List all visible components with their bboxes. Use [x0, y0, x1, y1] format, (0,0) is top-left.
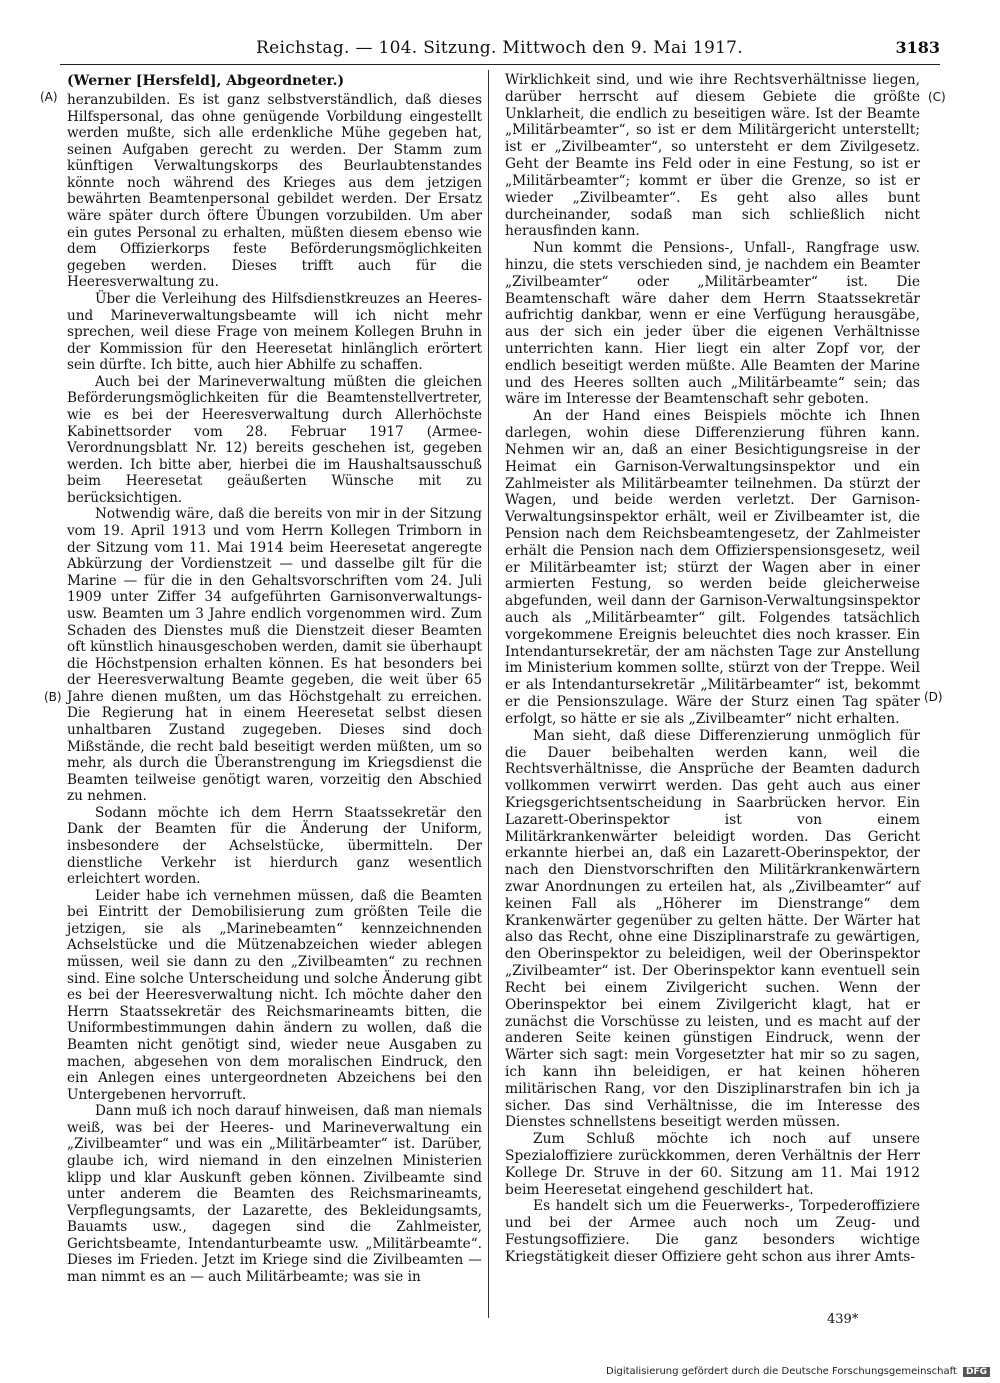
- paragraph: Nun kommt die Pensions-, Unfall-, Rangfrage usw. hinzu, die stets verschieden sind, je nachdem ein Beamter „Zivilbeamter“ oder „Militärbeamter“ ist. Die Beamtenschaft wäre daher dem Herrn Staatssekretär aufrichtig dankbar, wenn er eine Verfügung herausgäbe, aus der sich ein jeder über die eigenen Verhältnisse unterrichten kann. Hier liegt ein alter Zopf vor, der endlich beseitigt werden müßte. Alle Beamten der Marine und des Heeres sollten auch „Militärbeamte“ sein; das wäre im Interesse der Beamtenschaft sehr geboten.: [505, 240, 920, 408]
- margin-marker-d: (D): [924, 690, 943, 704]
- margin-marker-c: (C): [928, 90, 946, 104]
- column-divider: [488, 70, 489, 1318]
- header-title: Reichstag. — 104. Sitzung. Mittwoch den 9. Mai 1917.: [256, 38, 744, 58]
- paragraph: Über die Verleihung des Hilfsdienstkreuzes an Heeres- und Marineverwaltungsbeamte will ich nicht mehr sprechen, weil diese Frage von meinem Kollegen Bruhn in der Kommission für den Heeresetat hinlänglich erörtert sein dürfte. Ich bitte, auch hier Abhilfe zu schaffen.: [67, 290, 482, 374]
- right-column: [505, 72, 920, 1266]
- digitization-footer: [606, 1366, 990, 1377]
- paragraph: heranzubilden. Es ist ganz selbstverständlich, daß dieses Hilfspersonal, das ohne genügende Vorbildung eingestellt werden mußte, sich alle erdenkliche Mühe gegeben hat, seinen Aufgaben gerecht zu werden. Der Stamm zum künftigen Verwaltungskorps des Beurlaubtenstandes könnte noch während des Krieges aus dem jetzigen bewährten Beamtenpersonal gebildet werden. Der Ersatz wäre später durch öftere Übungen vorzubilden. Um aber ein gutes Personal zu erhalten, müßten diesem ebenso wie dem Offizierkorps feste Beförderungsmöglichkeiten gegeben werden. Dieses trifft auch für die Heeresverwaltung zu.: [67, 92, 482, 291]
- page-number: 3183: [895, 38, 940, 57]
- paragraph: Dann muß ich noch darauf hinweisen, daß man niemals weiß, was bei der Heeres- und Marineverwaltung ein „Zivilbeamter“ und was ein „Militärbeamter“ ist. Darüber, glaube ich, wird niemand in den einzelnen Ministerien klipp und klar Auskunft geben können. Zivilbeamte sind unter anderem die Beamten des Reichsmarineamts, Verpflegungsamts, der Lazarette, des Bekleidungsamts, Bauamts usw., dagegen sind die Zahlmeister, Gerichtsbeamte, Intendanturbeamte usw. „Militärbeamte“. Dieses im Frieden. Jetzt im Kriege sind die Zivilbeamten — man nimmt es an — auch Militärbeamte; was sie in: [67, 1103, 482, 1286]
- paragraph: Man sieht, daß diese Differenzierung unmöglich für die Dauer beibehalten werden kann, weil die Rechtsverhältnisse, die Ansprüche der Beamten dadurch vollkommen verwirrt werden. Das geht auch aus einer Kriegsgerichtsentscheidung in Saarbrücken hervor. Ein Lazarett-Oberinspektor ist von einem Militärkrankenwärter beleidigt worden. Das Gericht erkannte hierbei an, daß ein Lazarett-Oberinspektor, der nach den Dienstvorschriften den Militärkrankenwärtern zwar Anordnungen zu erteilen hat, als „Zivilbeamter“ auf keinen Fall als „Höherer im Dienstrange“ dem Krankenwärter gegenüber zu gelten hätte. Der Wärter hat also das Recht, ohne eine Disziplinarstrafe zu gewärtigen, den Oberinspektor zu beleidigen, weil der Oberinspektor „Zivilbeamter“ ist. Der Oberinspektor kann eventuell sein Recht bei einem Zivilgericht suchen. Wenn der Oberinspektor bei einem Zivilgericht klagt, hat er zunächst die Vorschüsse zu leisten, und es macht auf der anderen Seite keinen günstigen Eindruck, wenn der Wärter sich sagt: mein Vorgesetzter hat mir so zu sagen, ich kann ihn beleidigen, er hat keinen höheren militärischen Rang, vor den Disziplinarstrafen bin ich ja sicher. Das sind Verhältnisse, die im Interesse des Dienstes schnellstens beseitigt werden müssen.: [505, 727, 920, 1131]
- paragraph: Sodann möchte ich dem Herrn Staatssekretär den Dank der Beamten für die Änderung der Uniform, insbesondere der Achselstücke, übermitteln. Der dienstliche Verkehr ist hierdurch ganz wesentlich erleichtert worden.: [67, 804, 482, 888]
- paragraph: An der Hand eines Beispiels möchte ich Ihnen darlegen, wohin diese Differenzierung führen kann. Nehmen wir an, daß an einer Besichtigungsreise in der Heimat ein Garnison-Verwaltungsinspektor und ein Zahlmeister als Militärbeamter teilnehmen. Da stürzt der Wagen, und beide werden verletzt. Der Garnison-Verwaltungsinspektor erhält, weil er Zivilbeamter ist, die Pension nach dem Reichsbeamtengesetz, der Zahlmeister erhält die Pension nach dem Offizierspensionsgesetz, weil er Militärbeamter ist; stürzt der Wagen aber in einer armierten Festung, so werden beide gleicherweise abgefunden, weil dann der Garnison-Verwaltungsinspektor auch als „Militärbeamter“ gilt. Folgendes tatsächlich vorgekommene Ereignis beleuchtet dies noch krasser. Ein Intendantursekretär, der am nächsten Tage zur Anstellung im Ministerium kommen sollte, stürzt von der Treppe. Weil er als Intendantursekretär „Militärbeamter“ ist, bekommt er die Pensionszulage. Wäre der Sturz einen Tag später erfolgt, so hätte er sie als „Zivilbeamter“ nicht erhalten.: [505, 408, 920, 727]
- margin-marker-b: (B): [44, 690, 62, 704]
- paragraph: Notwendig wäre, daß die bereits von mir in der Sitzung vom 19. April 1913 und vom Herrn Kollegen Trimborn in der Sitzung vom 11. Mai 1914 beim Heeresetat angeregte Abkürzung der Vordienstzeit — und dasselbe gilt für die Marine — für die in den Gehaltsvorschriften vom 24. Juli 1909 unter Ziffer 34 aufgeführten Garnisonverwaltungs- usw. Beamten um 3 Jahre endlich vorgenommen wird. Zum Schaden des Dienstes muß die Dienstzeit dieser Beamten oft künstlich hinausgeschoben werden, damit sie überhaupt die Höchstpension erhalten können. Es hat besonders bei der Heeresverwaltung Beamte gegeben, die weit über 65 Jahre dienen mußten, um das Höchstgehalt zu erreichen. Die Regierung hat in einem Heeresetat selbst diesen unhaltbaren Zustand zugegeben. Dieses sind doch Mißstände, die recht bald beseitigt werden müßten, um so mehr, als durch die Überanstrengung im Kriegsdienst die Beamten teilweise genötigt waren, vorzeitig den Abschied zu nehmen.: [67, 506, 482, 805]
- dfg-logo: DFG: [963, 1367, 990, 1377]
- page-header: [60, 36, 940, 66]
- margin-marker-a: (A): [40, 90, 58, 104]
- paragraph: Wirklichkeit sind, und wie ihre Rechtsverhältnisse liegen, darüber herrscht auf diesem Gebiete die größte Unklarheit, die endlich zu beseitigen wäre. Ist der Beamte „Militärbeamter“, so ist er dem Militärgericht unterstellt; ist er „Zivilbeamter“, so untersteht er dem Zivilgesetz. Geht der Beamte ins Feld oder in eine Festung, so ist er „Militärbeamter“; kommt er über die Grenze, so ist er wieder „Zivilbeamter“. Es geht also alles bunt durcheinander, sodaß man sich schließlich nicht herausfinden kann.: [505, 72, 920, 240]
- paragraph: Auch bei der Marineverwaltung müßten die gleichen Beförderungsmöglichkeiten für die Beamtenstellvertreter, wie es bei der Heeresverwaltung durch Allerhöchste Kabinettsorder vom 28. Februar 1917 (Armee-Verordnungsblatt Nr. 12) bereits geschehen ist, gegeben werden. Ich bitte aber, hierbei die im Haushaltsausschuß beim Heeresetat geäußerten Wünsche mit zu berücksichtigen.: [67, 373, 482, 506]
- signature-mark: 439*: [827, 1312, 859, 1327]
- left-column: [67, 72, 482, 1286]
- paragraph: Zum Schluß möchte ich noch auf unsere Spezialoffiziere zurückkommen, deren Verhältnis der Herr Kollege Dr. Struve in der 60. Sitzung am 11. Mai 1912 beim Heeresetat eingehend geschildert hat.: [505, 1131, 920, 1198]
- paragraph: Es handelt sich um die Feuerwerks-, Torpederoffiziere und bei der Armee auch noch um Zeug- und Festungsoffiziere. Die ganz besonders wichtige Kriegstätigkeit dieser Offiziere geht schon aus ihrer Amts-: [505, 1198, 920, 1265]
- paragraph: Leider habe ich vernehmen müssen, daß die Beamten bei Eintritt der Demobilisierung zum größten Teile die jetzigen, sie als „Marinebeamten“ kennzeichnenden Achselstücke und die Mützenabzeichen wieder ablegen müssen, weil sie dann zu den „Zivilbeamten“ zu rechnen sind. Eine solche Unterscheidung und solche Änderung gibt es bei der Heeresverwaltung nicht. Ich möchte daher den Herrn Staatssekretär des Reichsmarineamts bitten, die Uniformbestimmungen dahin ändern zu wollen, daß die Beamten nicht genötigt sind, wieder neue Ausgaben zu machen, abgesehen von dem moralischen Eindruck, den ein Anlegen eines untergeordneten Abzeichens bei den Untergebenen hervorruft.: [67, 887, 482, 1103]
- speaker-attribution: (Werner [Hersfeld], Abgeordneter.): [67, 73, 345, 89]
- footer-text: Digitalisierung gefördert durch die Deutsche Forschungsgemeinschaft: [606, 1366, 957, 1377]
- header-rule: [60, 64, 940, 65]
